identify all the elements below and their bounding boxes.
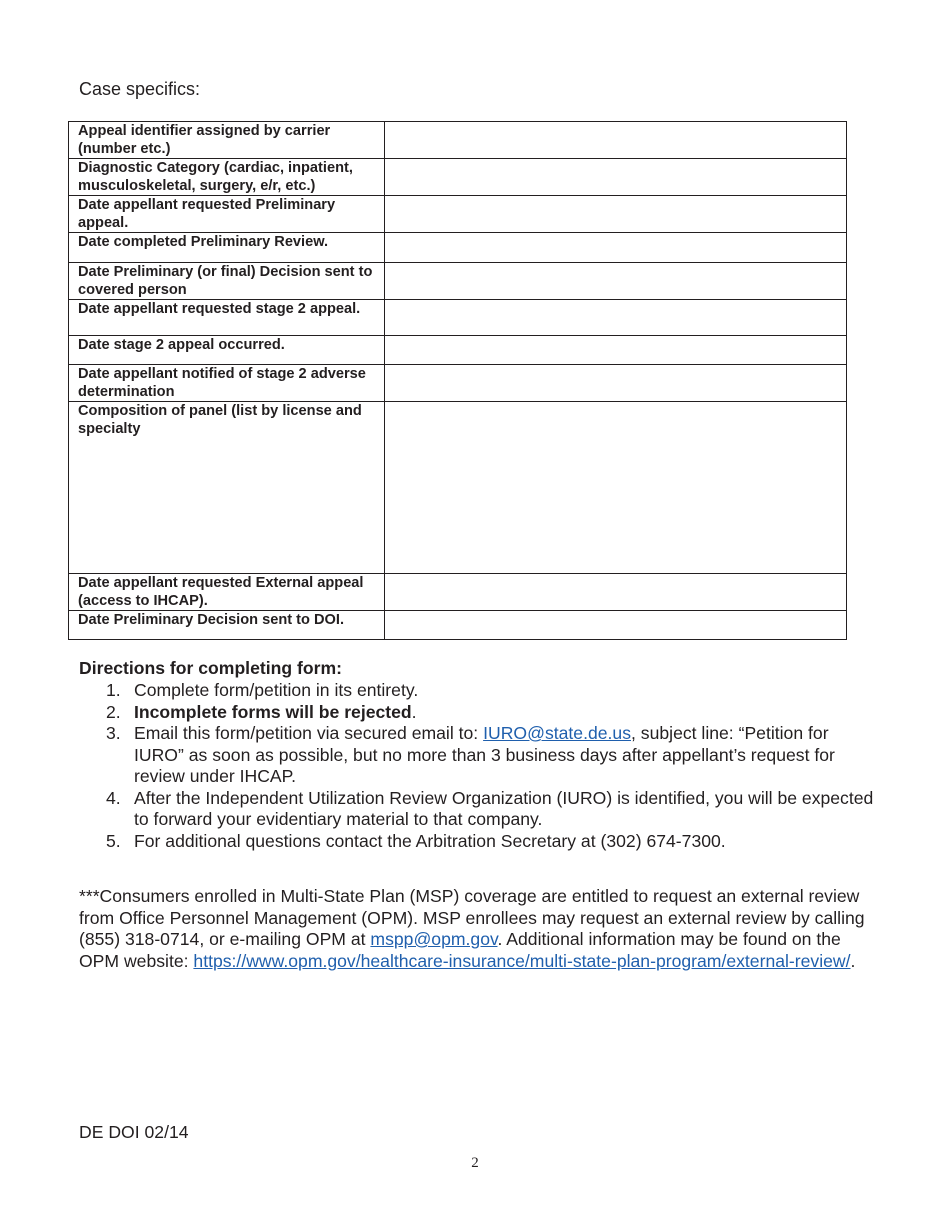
page-number: 2 [471, 1155, 479, 1171]
field-label: Diagnostic Category (cardiac, inpatient, musculoskeletal, surgery, e/r, etc.) [69, 159, 385, 196]
table-row [69, 233, 847, 263]
field-label: Composition of panel (list by license and specialty [69, 402, 385, 574]
direction-text: Complete form/petition in its entirety. [134, 680, 419, 700]
panel-composition-field[interactable] [385, 402, 847, 574]
list-item: 2. Incomplete forms will be rejected. [106, 701, 417, 722]
direction-text: After the Independent Utilization Review Organization (IURO) is identified, you will be expected to forward your evidentiary material to that company. [134, 787, 874, 829]
iuro-email-link[interactable]: IURO@state.de.us [483, 723, 632, 743]
decision-sent-doi-date-field[interactable] [385, 611, 847, 640]
case-specifics-heading: Case specifics: [79, 79, 201, 99]
case-specifics-table [68, 121, 847, 640]
preliminary-request-date-field[interactable] [385, 196, 847, 233]
list-item [79, 788, 879, 831]
msp-text: . Additional information may be found on the OPM website: [79, 929, 841, 971]
form-code: DE DOI 02/14 [79, 1122, 189, 1142]
field-label: Date appellant requested stage 2 appeal. [69, 300, 385, 336]
field-label: Date completed Preliminary Review. [69, 233, 385, 263]
table-row [69, 611, 847, 640]
field-label: Date appellant requested External appeal (access to IHCAP). [69, 574, 385, 611]
table-row [69, 336, 847, 365]
stage2-occurred-date-field[interactable] [385, 336, 847, 365]
directions-list [79, 680, 879, 852]
msp-notice [79, 886, 869, 972]
directions-title: Directions for completing form: [79, 658, 342, 678]
list-item [79, 680, 879, 702]
list-number: 3. [106, 723, 121, 743]
msp-text: . [850, 950, 856, 971]
field-label: Date stage 2 appeal occurred. [69, 336, 385, 365]
table-row [69, 196, 847, 233]
table-row [69, 263, 847, 300]
table-row [69, 122, 847, 159]
appeal-identifier-field[interactable] [385, 122, 847, 159]
list-number: 1. [106, 680, 121, 700]
stage2-request-date-field[interactable] [385, 300, 847, 336]
direction-text: Incomplete forms will be rejected [134, 701, 412, 722]
stage2-notified-date-field[interactable] [385, 365, 847, 402]
table-row [69, 300, 847, 336]
direction-text: For additional questions contact the Arbitration Secretary at (302) 674-7300. [134, 830, 726, 851]
external-appeal-date-field[interactable] [385, 574, 847, 611]
opm-website-link[interactable]: https://www.opm.gov/healthcare-insurance/multi-state-plan-program/external-review/ [193, 950, 851, 971]
directions-section [79, 657, 879, 852]
table-row [69, 402, 847, 574]
list-item [79, 831, 879, 853]
table-row [69, 365, 847, 402]
field-label: Date Preliminary (or final) Decision sent to covered person [69, 263, 385, 300]
msp-text: ***Consumers enrolled in Multi-State Plan (MSP) coverage are entitled to request an external review from Office Personnel Management (OPM). MSP enrollees may request an external review by calling (855) 318-0714, or e-mailing OPM at [79, 886, 865, 949]
table-row [69, 574, 847, 611]
field-label: Date appellant notified of stage 2 adverse determination [69, 365, 385, 402]
table-row [69, 159, 847, 196]
opm-email-link[interactable]: mspp@opm.gov [370, 929, 498, 949]
list-item [79, 723, 879, 788]
list-number: 2. [106, 701, 121, 722]
field-label: Date appellant requested Preliminary appeal. [69, 196, 385, 233]
decision-sent-date-field[interactable] [385, 263, 847, 300]
direction-text: , subject line: “Petition for IURO” as soon as possible, but no more than 3 business days after appellant’s request for review under IHCAP. [134, 723, 835, 786]
list-number: 4. [106, 787, 121, 808]
field-label: Date Preliminary Decision sent to DOI. [69, 611, 385, 640]
preliminary-review-date-field[interactable] [385, 233, 847, 263]
direction-text: Email this form/petition via secured email to: [134, 723, 484, 743]
field-label: Appeal identifier assigned by carrier (number etc.) [69, 122, 385, 159]
list-number: 5. [106, 830, 121, 851]
diagnostic-category-field[interactable] [385, 159, 847, 196]
